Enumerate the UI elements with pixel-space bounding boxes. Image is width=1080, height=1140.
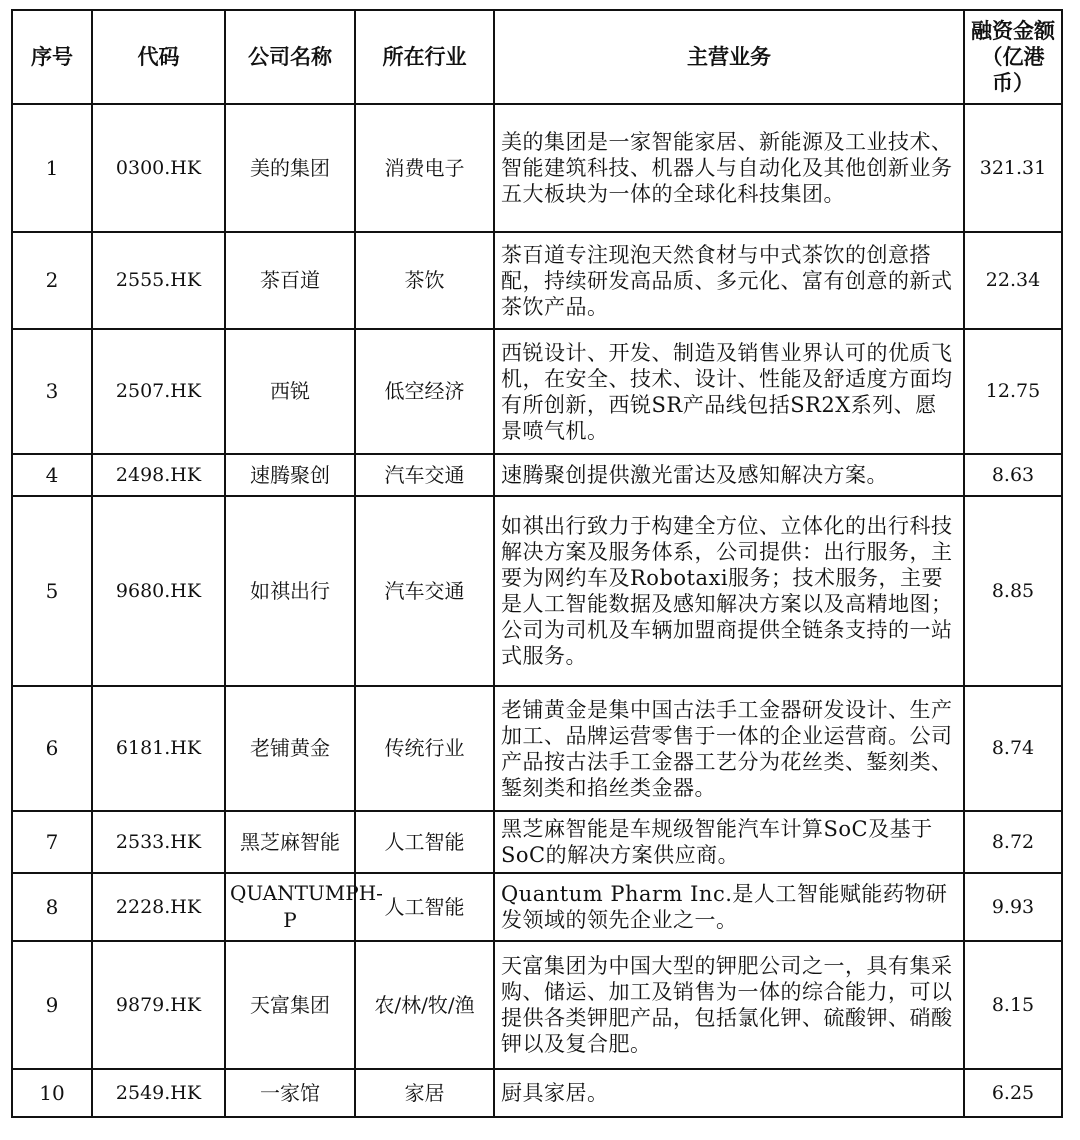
cell-code: 2549.HK [92, 1069, 225, 1117]
cell-financing-amount: 6.25 [964, 1069, 1062, 1117]
cell-main-business: 速腾聚创提供激光雷达及感知解决方案。 [494, 454, 964, 496]
header-company-name: 公司名称 [225, 10, 355, 104]
cell-no: 6 [12, 686, 92, 811]
cell-no: 5 [12, 496, 92, 686]
header-no: 序号 [12, 10, 92, 104]
cell-company-name: 西锐 [225, 329, 355, 454]
header-row [12, 10, 1062, 104]
cell-no: 7 [12, 811, 92, 873]
table-row [12, 232, 1062, 329]
table-row [12, 1069, 1062, 1117]
cell-company-name: 天富集团 [225, 941, 355, 1069]
cell-financing-amount: 8.15 [964, 941, 1062, 1069]
cell-industry: 人工智能 [355, 811, 494, 873]
cell-code: 2498.HK [92, 454, 225, 496]
cell-no: 9 [12, 941, 92, 1069]
cell-company-name: 一家馆 [225, 1069, 355, 1117]
cell-industry: 消费电子 [355, 104, 494, 232]
cell-main-business: 西锐设计、开发、制造及销售业界认可的优质飞机，在安全、技术、设计、性能及舒适度方面均有所创新，西锐SR产品线包括SR2X系列、愿景喷气机。 [494, 329, 964, 454]
cell-no: 4 [12, 454, 92, 496]
cell-company-name: 老铺黄金 [225, 686, 355, 811]
table-row [12, 873, 1062, 941]
cell-main-business: 老铺黄金是集中国古法手工金器研发设计、生产加工、品牌运营零售于一体的企业运营商。公司产品按古法手工金器工艺分为花丝类、錾刻类、錾刻类和掐丝类金器。 [494, 686, 964, 811]
cell-code: 6181.HK [92, 686, 225, 811]
cell-code: 2507.HK [92, 329, 225, 454]
cell-financing-amount: 12.75 [964, 329, 1062, 454]
cell-industry: 汽车交通 [355, 496, 494, 686]
cell-industry: 农/林/牧/渔 [355, 941, 494, 1069]
header-industry: 所在行业 [355, 10, 494, 104]
cell-financing-amount: 8.63 [964, 454, 1062, 496]
cell-main-business: 美的集团是一家智能家居、新能源及工业技术、智能建筑科技、机器人与自动化及其他创新业务五大板块为一体的全球化科技集团。 [494, 104, 964, 232]
cell-industry: 人工智能 [355, 873, 494, 941]
cell-industry: 茶饮 [355, 232, 494, 329]
cell-no: 2 [12, 232, 92, 329]
cell-main-business: 黑芝麻智能是车规级智能汽车计算SoC及基于SoC的解决方案供应商。 [494, 811, 964, 873]
cell-no: 10 [12, 1069, 92, 1117]
cell-code: 2555.HK [92, 232, 225, 329]
header-main-business: 主营业务 [494, 10, 964, 104]
cell-industry: 汽车交通 [355, 454, 494, 496]
cell-company-name: 美的集团 [225, 104, 355, 232]
table-row [12, 941, 1062, 1069]
cell-code: 2533.HK [92, 811, 225, 873]
cell-main-business: 茶百道专注现泡天然食材与中式茶饮的创意搭配，持续研发高品质、多元化、富有创意的新式茶饮产品。 [494, 232, 964, 329]
cell-financing-amount: 9.93 [964, 873, 1062, 941]
cell-company-name: 茶百道 [225, 232, 355, 329]
cell-code: 9680.HK [92, 496, 225, 686]
cell-code: 9879.HK [92, 941, 225, 1069]
cell-code: 2228.HK [92, 873, 225, 941]
cell-main-business: 天富集团为中国大型的钾肥公司之一，具有集采购、储运、加工及销售为一体的综合能力，可以提供各类钾肥产品，包括氯化钾、硫酸钾、硝酸钾以及复合肥。 [494, 941, 964, 1069]
cell-company-name: 如祺出行 [225, 496, 355, 686]
table-row [12, 329, 1062, 454]
cell-main-business: 厨具家居。 [494, 1069, 964, 1117]
table-row [12, 811, 1062, 873]
cell-main-business: Quantum Pharm Inc.是人工智能赋能药物研发领域的领先企业之一。 [494, 873, 964, 941]
table-row [12, 496, 1062, 686]
table-row [12, 686, 1062, 811]
cell-code: 0300.HK [92, 104, 225, 232]
cell-financing-amount: 321.31 [964, 104, 1062, 232]
cell-company-name: QUANTUMPH-P [225, 873, 355, 941]
cell-no: 3 [12, 329, 92, 454]
cell-industry: 传统行业 [355, 686, 494, 811]
header-code: 代码 [92, 10, 225, 104]
table-row [12, 454, 1062, 496]
cell-no: 1 [12, 104, 92, 232]
cell-company-name: 黑芝麻智能 [225, 811, 355, 873]
ipo-financing-table [11, 9, 1063, 1118]
cell-financing-amount: 8.85 [964, 496, 1062, 686]
cell-financing-amount: 8.72 [964, 811, 1062, 873]
cell-no: 8 [12, 873, 92, 941]
header-financing-amount: 融资金额（亿港币） [964, 10, 1062, 104]
cell-financing-amount: 8.74 [964, 686, 1062, 811]
cell-main-business: 如祺出行致力于构建全方位、立体化的出行科技解决方案及服务体系，公司提供：出行服务，主要为网约车及Robotaxi服务；技术服务，主要是人工智能数据及感知解决方案以及高精地图；公司为司机及车辆加盟商提供全链条支持的一站式服务。 [494, 496, 964, 686]
cell-industry: 家居 [355, 1069, 494, 1117]
cell-company-name: 速腾聚创 [225, 454, 355, 496]
table-row [12, 104, 1062, 232]
cell-industry: 低空经济 [355, 329, 494, 454]
cell-financing-amount: 22.34 [964, 232, 1062, 329]
